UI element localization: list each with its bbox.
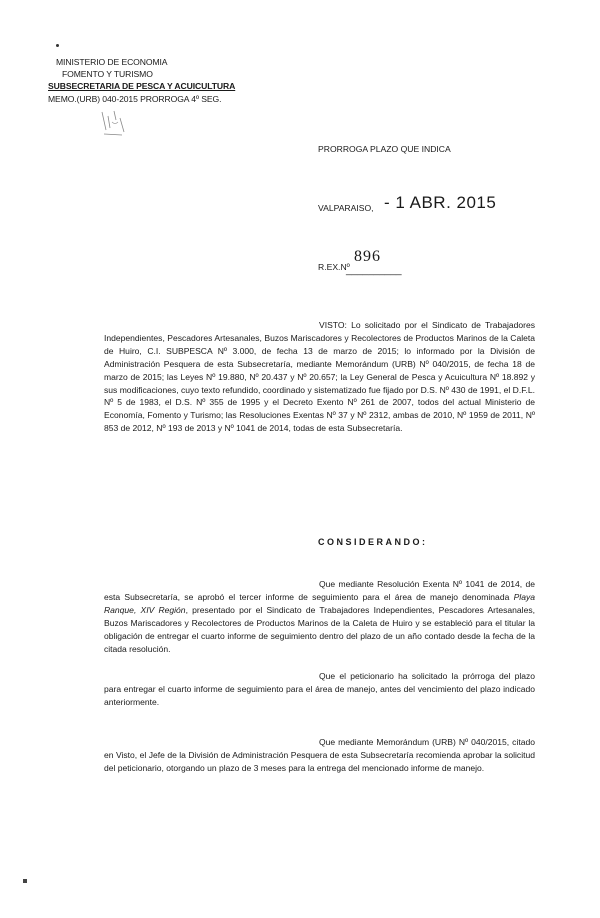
considerando-heading: CONSIDERANDO: — [318, 537, 428, 547]
paragraph-1-text-end: , presentado por el Sindicato de Trabajadores Independientes, Pescadores Artesanales, Buzos Mariscadores y Recolectores de Productos Marinos de la Caleta de Huiro y se estableció para el titular la obligación de entregar el cuarto informe de seguimiento dentro del plazo de un año contado desde la fecha de la citada resolución. — [104, 604, 535, 654]
considerando-paragraph-3: Que mediante Memorándum (URB) Nº 040/2015, citado en Visto, el Jefe de la División de Administración Pesquera de esta Subsecretaría recomienda aprobar la solicitud del peticionario, otorgando un plazo de 3 meses para la entrega del mencionado informe de manejo. — [104, 737, 535, 773]
document-subject: PRORROGA PLAZO QUE INDICA — [318, 144, 451, 154]
page-dot — [56, 44, 59, 47]
ministry-name: MINISTERIO DE ECONOMIA — [56, 57, 168, 67]
considerando-paragraph-2: Que el peticionario ha solicitado la prórroga del plazo para entregar el cuarto informe de seguimiento para el área de manejo, antes del vencimiento del plazo indicado anteriormente. — [104, 671, 535, 707]
considerando-paragraph-1 — [104, 578, 535, 655]
paragraph-1-text-start: Que mediante Resolución Exenta Nº 1041 de 2014, de esta Subsecretaría, se aprobó el tercer informe de seguimiento para el área de manejo denominada — [104, 579, 535, 602]
date-stamp: - 1 ABR. 2015 — [384, 193, 497, 212]
resolution-number-line: __________ — [346, 265, 402, 276]
visto-paragraph: VISTO: Lo solicitado por el Sindicato de Trabajadores Independientes, Pescadores Artesanales, Buzos Mariscadores y Recolectores de Productos Marinos de la Caleta de Huiro, C.I. SUBPESCA Nº 3.000, de fecha 13 de marzo de 2015; lo informado por la División de Administración Pesquera de esta Subsecretaría, mediante Memorándum (URB) Nº 040/2015, de fecha 18 de marzo de 2015; las Leyes Nº 19.880, Nº 20.437 y Nº 20.657; la Ley General de Pesca y Acuicultura Nº 18.892 y sus modificaciones, cuyo texto refundido, coordinado y sistematizado fue fijado por D.S. Nº 430 de 1991, el D.F.L. Nº 5 de 1983, el D.S. Nº 355 de 1995 y el Decreto Exento Nº 261 de 2007, todos del actual Ministerio de Economía, Fomento y Turismo; las Resoluciones Exentas Nº 37 y Nº 2312, ambas de 2010, Nº 1959 de 2011, Nº 853 de 2012, Nº 193 de 2013 y Nº 1041 de 2014, todas de esta Subsecretaría. — [104, 320, 535, 434]
ministry-subtitle: FOMENTO Y TURISMO — [62, 69, 153, 79]
area-name: Playa Ranque, XIV Región — [104, 591, 535, 615]
subsecretaria-name: SUBSECRETARIA DE PESCA Y ACUICULTURA — [48, 81, 236, 91]
resolution-number: 896 — [354, 248, 381, 265]
corner-mark — [23, 879, 27, 883]
seal-icon — [96, 108, 132, 138]
resolution-label: R.EX.Nº — [318, 262, 350, 272]
place-label: VALPARAISO, — [318, 203, 374, 213]
memo-reference: MEMO.(URB) 040-2015 PRORROGA 4º SEG. — [48, 94, 222, 104]
